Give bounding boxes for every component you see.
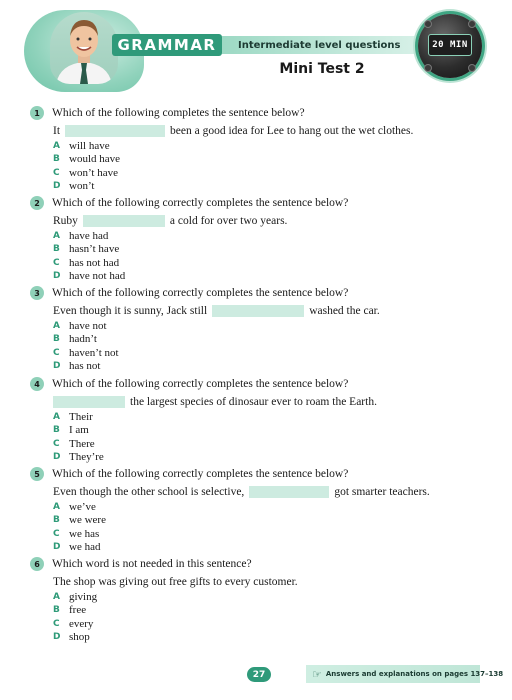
option-text: we’ve bbox=[69, 500, 96, 513]
sentence-end: been a good idea for Lee to hang out the wet clothes. bbox=[170, 124, 414, 137]
option-text: have had bbox=[69, 229, 109, 242]
timer-knob bbox=[424, 20, 432, 28]
option-c[interactable] bbox=[53, 346, 470, 360]
question-sentence bbox=[53, 393, 470, 410]
sentence-end: washed the car. bbox=[309, 304, 380, 317]
option-a[interactable] bbox=[53, 410, 470, 424]
option-letter: C bbox=[53, 438, 60, 449]
option-d[interactable] bbox=[53, 360, 470, 374]
answer-blank[interactable] bbox=[65, 125, 165, 137]
option-letter: B bbox=[53, 605, 60, 616]
option-text: won’t bbox=[69, 180, 95, 193]
question-prompt: Which of the following correctly completes the sentence below? bbox=[52, 468, 349, 480]
option-letter: C bbox=[53, 528, 60, 539]
option-text: have not had bbox=[69, 270, 126, 283]
option-letter: D bbox=[53, 181, 61, 192]
option-letter: A bbox=[53, 591, 60, 602]
option-letter: B bbox=[53, 425, 60, 436]
option-letter: A bbox=[53, 320, 60, 331]
option-text: has not had bbox=[69, 256, 120, 269]
section-banner bbox=[112, 34, 222, 56]
sentence-start: Even though it is sunny, Jack still bbox=[53, 304, 208, 317]
title-banner bbox=[222, 58, 422, 80]
option-letter: B bbox=[53, 515, 60, 526]
option-a[interactable] bbox=[53, 319, 470, 333]
question-number-badge: 2 bbox=[30, 196, 44, 210]
question-2 bbox=[30, 194, 470, 284]
option-c[interactable] bbox=[53, 527, 470, 541]
option-d[interactable] bbox=[53, 451, 470, 465]
option-letter: D bbox=[53, 361, 61, 372]
option-text: we has bbox=[69, 527, 100, 540]
question-number-badge: 3 bbox=[30, 286, 44, 300]
option-d[interactable] bbox=[53, 270, 470, 284]
level-label: Intermediate level questions bbox=[238, 39, 401, 51]
option-a[interactable] bbox=[53, 590, 470, 604]
question-number-badge: 4 bbox=[30, 377, 44, 391]
option-letter: A bbox=[53, 230, 60, 241]
question-5 bbox=[30, 465, 470, 555]
option-letter: D bbox=[53, 452, 61, 463]
option-letter: C bbox=[53, 618, 60, 629]
option-letter: D bbox=[53, 542, 61, 553]
sentence-start: Ruby bbox=[53, 214, 78, 227]
option-letter: C bbox=[53, 257, 60, 268]
question-number-badge: 6 bbox=[30, 557, 44, 571]
question-number-badge: 1 bbox=[30, 106, 44, 120]
question-prompt: Which word is not needed in this sentence? bbox=[52, 558, 252, 570]
option-letter: D bbox=[53, 632, 61, 643]
option-text: has not bbox=[69, 360, 101, 373]
option-b[interactable] bbox=[53, 424, 470, 438]
option-d[interactable] bbox=[53, 631, 470, 645]
option-b[interactable] bbox=[53, 514, 470, 528]
answers-note: Answers and explanations on pages 137–138 bbox=[325, 670, 504, 678]
page-title: Mini Test 2 bbox=[279, 61, 365, 77]
option-a[interactable] bbox=[53, 229, 470, 243]
level-banner bbox=[222, 36, 422, 54]
option-letter: B bbox=[53, 334, 60, 345]
timer-icon bbox=[418, 14, 482, 78]
option-text: Their bbox=[69, 410, 93, 423]
timer-knob bbox=[468, 64, 476, 72]
option-text: every bbox=[69, 617, 94, 630]
option-letter: B bbox=[53, 244, 60, 255]
option-b[interactable] bbox=[53, 333, 470, 347]
option-text: hadn’t bbox=[69, 333, 97, 346]
option-letter: C bbox=[53, 167, 60, 178]
question-sentence bbox=[53, 483, 470, 500]
question-prompt: Which of the following correctly completes the sentence below? bbox=[52, 378, 349, 390]
option-letter: C bbox=[53, 347, 60, 358]
answer-blank[interactable] bbox=[83, 215, 165, 227]
question-prompt: Which of the following correctly completes the sentence below? bbox=[52, 287, 349, 299]
question-sentence bbox=[53, 212, 470, 229]
option-b[interactable] bbox=[53, 243, 470, 257]
option-c[interactable] bbox=[53, 437, 470, 451]
answer-blank[interactable] bbox=[212, 305, 304, 317]
sentence-end: the largest species of dinosaur ever to roam the Earth. bbox=[130, 395, 377, 408]
option-text: haven’t not bbox=[69, 346, 119, 359]
sentence-end: got smarter teachers. bbox=[334, 485, 430, 498]
option-text: we were bbox=[69, 514, 106, 527]
question-sentence bbox=[53, 302, 470, 319]
question-prompt: Which of the following correctly completes the sentence below? bbox=[52, 197, 349, 209]
section-label: GRAMMAR bbox=[117, 36, 217, 54]
answer-blank[interactable] bbox=[53, 396, 125, 408]
sentence-start: It bbox=[53, 124, 61, 137]
option-a[interactable] bbox=[53, 500, 470, 514]
option-letter: A bbox=[53, 501, 60, 512]
timer-knob bbox=[424, 64, 432, 72]
sentence-start: Even though the other school is selective, bbox=[53, 485, 245, 498]
sentence-text: The shop was giving out free gifts to every customer. bbox=[53, 575, 298, 588]
option-text: I am bbox=[69, 424, 89, 437]
option-text: won’t have bbox=[69, 166, 118, 179]
option-text: There bbox=[69, 437, 95, 450]
option-letter: A bbox=[53, 140, 60, 151]
question-sentence bbox=[53, 573, 470, 590]
option-text: giving bbox=[69, 590, 98, 603]
option-a[interactable] bbox=[53, 139, 470, 153]
option-letter: A bbox=[53, 411, 60, 422]
option-d[interactable] bbox=[53, 541, 470, 555]
option-text: shop bbox=[69, 631, 90, 644]
timer-display bbox=[428, 34, 472, 56]
question-number-badge: 5 bbox=[30, 467, 44, 481]
page-number: 27 bbox=[247, 667, 271, 682]
option-c[interactable] bbox=[53, 617, 470, 631]
option-b[interactable] bbox=[53, 153, 470, 167]
option-c[interactable] bbox=[53, 166, 470, 180]
page-header bbox=[0, 0, 512, 100]
option-c[interactable] bbox=[53, 256, 470, 270]
option-d[interactable] bbox=[53, 180, 470, 194]
option-text: hasn’t have bbox=[69, 243, 120, 256]
option-letter: D bbox=[53, 271, 61, 282]
option-text: would have bbox=[69, 153, 121, 166]
timer-label: 20 MIN bbox=[432, 40, 468, 50]
question-3 bbox=[30, 284, 470, 375]
option-text: will have bbox=[69, 139, 110, 152]
question-4 bbox=[30, 375, 470, 465]
option-text: free bbox=[69, 604, 87, 617]
option-b[interactable] bbox=[53, 604, 470, 618]
option-text: we had bbox=[69, 541, 101, 554]
student-photo bbox=[50, 12, 118, 84]
question-1 bbox=[30, 104, 470, 194]
question-6 bbox=[30, 555, 470, 645]
timer-knob bbox=[468, 20, 476, 28]
sentence-end: a cold for over two years. bbox=[169, 214, 288, 227]
pointing-hand-icon: ☞ bbox=[312, 667, 322, 681]
option-text: have not bbox=[69, 319, 107, 332]
question-prompt: Which of the following completes the sentence below? bbox=[52, 107, 305, 119]
question-list bbox=[30, 104, 470, 645]
answer-blank[interactable] bbox=[249, 486, 329, 498]
option-letter: B bbox=[53, 154, 60, 165]
question-sentence bbox=[53, 122, 470, 139]
answers-note-banner bbox=[306, 665, 504, 683]
option-text: They’re bbox=[69, 451, 104, 464]
